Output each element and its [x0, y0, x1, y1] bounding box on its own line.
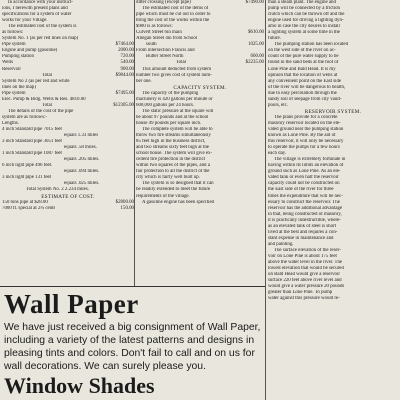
text-line: on the west side of the river on ac- [268, 48, 336, 54]
cost-row: Elec. Pump & Bldg. Wells & Res. 4810.00 [2, 96, 86, 102]
total-row: Total $9844.00 [42, 72, 134, 78]
text-line: The system is so designed that it can [142, 181, 214, 187]
text-line: it is practically indestructible, where- [268, 217, 341, 223]
text-line: vated tank or even half the reservoir [268, 175, 339, 181]
cost-row: Pipe system $7464.00 [2, 42, 134, 48]
text-line: bring the cost of the works within the [136, 18, 210, 24]
text-line: the East side of the river for three [268, 187, 334, 193]
text-line: found in the sand beds at the foot of [268, 60, 339, 66]
text-line: surface 220 feet above river level and [268, 278, 342, 284]
text-line: works for your Village. [2, 18, 48, 24]
cost-row: Pumping station 720.00 [2, 54, 134, 60]
length-sub: equals .025 miles. [64, 181, 100, 187]
text-line: and two streams sixty feet high at the [136, 145, 209, 151]
text-line: amo in case the city desires to install [268, 24, 340, 30]
text-line: future. [268, 36, 281, 42]
text-line: and painting. [268, 241, 294, 247]
text-line: masonry reservoir located on the ele- [268, 120, 341, 126]
text-line: voir on Lone Pine is about 175 feet [268, 253, 337, 259]
text-line: The surface elevation of the reser- [274, 247, 341, 253]
column-rule [265, 0, 266, 400]
length-sub: equals 1.33 miles [64, 133, 99, 139]
text-line: capacity could not be constructed on [268, 181, 340, 187]
text-line: having within its limits an elevation of [268, 163, 344, 169]
text-line: Lone Pine and Bald Head. It is my [268, 66, 336, 72]
text-line: The capacity of the pumping [142, 90, 199, 96]
text-line: cellent fire protection in the district [136, 157, 206, 163]
text-line: Lengths. [2, 120, 19, 126]
text-line: of the river will be dangerous to health, [268, 84, 346, 90]
cost-row: Allegan Street 4in from School [136, 36, 198, 42]
cost-row: south 1025.00 [146, 42, 264, 48]
text-line: system are as follows:- [2, 114, 47, 120]
text-line: school house. The system will give ex- [136, 151, 213, 157]
text-line: each day. [268, 151, 287, 157]
text-line: count of the pure water supply to be [268, 54, 339, 60]
text-line: water against this pressure would re- [268, 296, 340, 302]
cost-row: Pipe system $7495.00 [2, 90, 134, 96]
cost-row: Wells 540.00 [2, 60, 134, 66]
total-system-line: Total System No. 2 2.234 miles. [26, 187, 89, 193]
text-line: would give a water pressure 20 pounds [268, 284, 345, 290]
text-line: 600,000 gallons per 24 hours. [136, 102, 195, 108]
length-line: 3 inch Standard pipe 3051 feet [2, 139, 62, 145]
text-line: pump will be connected by a friction [268, 6, 340, 12]
ad-footer-heading: Window Shades [4, 373, 155, 399]
length-line: 3 inch light pipe 131 feet [2, 175, 52, 181]
text-line: vated ground near the pumping station [268, 126, 344, 132]
text-line: lowest elevation that would be secured [268, 266, 344, 272]
cost-row: System No. 1 (as per red lines on map) [2, 36, 79, 42]
text-line: opinion that the location of wells at [268, 72, 338, 78]
section-heading: RESERVOIR SYSTEM. [304, 108, 362, 115]
text-line: 85 feet high in the business district, [136, 139, 206, 145]
text-line: essary to construct the reservoir. The [268, 199, 340, 205]
text-line: in that, being constructed of masonry, [268, 211, 342, 217]
text-line: sandy soil of seepage from city vault- [268, 96, 342, 102]
text-line: machinery is 420 gallons per minute or [136, 96, 213, 102]
total-row: Total $2235.00 [176, 60, 264, 66]
text-line: to operate the pumps for a few hours [268, 145, 340, 151]
length-line: 6 inch light pipe 496 feet. [2, 163, 53, 169]
total-row: Total $12305.00 [42, 102, 134, 108]
cost-row: 7000 ft. special at 2¼ cents 150.00 [2, 205, 134, 211]
text-line: The static pressure at the square will [142, 108, 214, 114]
text-line: This amount deducted from system [142, 66, 211, 72]
text-line: than a steam plant. The engine and [268, 0, 336, 5]
text-line: pools, etc. [268, 102, 288, 108]
cost-row: Culvert Street 6in main $610.00 [136, 30, 264, 36]
text-line: specifications for a system of water [2, 12, 72, 18]
ad-body: We have just received a big consignment of Wall Paper, including a variety of the latest patterns and designs in pleasing tints and colors. Don't fail to call and on us for wall decorations. We can surely please you. [4, 322, 261, 373]
text-line: number two gives cost of system num- [136, 72, 212, 78]
text-line: house 49 pounds per square inch. [136, 120, 202, 126]
text-line: this reservoir, it will only be necessary [268, 139, 344, 145]
text-line: clutch which can be thrown off and the [268, 12, 345, 18]
text-line: on Bald Head would give a reservoir [268, 272, 340, 278]
length-line: 4 inch Standard pipe 7015 feet [2, 126, 62, 132]
text-line: In accordance with your instruct- [8, 0, 73, 5]
column-3 [268, 0, 398, 302]
text-line: known as Lone Pine. By the aid of [268, 133, 336, 139]
column-1 [2, 0, 134, 212]
text-line: A gasoline engine has been specified [142, 199, 215, 205]
text-line: The details of the cost of the pipe [8, 108, 74, 114]
text-line: The estimated cost of the items of [142, 6, 209, 12]
length-sub: equals .205 miles. [64, 157, 100, 163]
cost-row: Butter Street North 600.00 [146, 54, 264, 60]
text-line: a lighting system at some time in the [268, 30, 340, 36]
text-line: fair protection to all the district of the [136, 169, 210, 175]
text-line: requirements of the village. [136, 193, 190, 199]
text-line: The estimated cost of the system is [8, 24, 77, 30]
text-line: within two squares of the pipes, and a [136, 163, 210, 169]
length-sub: equals .58 miles. [64, 145, 97, 151]
column-2 [136, 0, 264, 206]
text-line: The village is extremely fortunate in [274, 157, 346, 163]
text-line: throw two fire streams simultaneously [136, 133, 211, 139]
text-line: The complete system will be able to [142, 126, 213, 132]
length-line: 1 inch Standard pipe 1087 feet [2, 151, 62, 157]
text-line: times the expenditure that will be nec- [268, 193, 343, 199]
text-line: ground such as Lone Pine. As an ele- [268, 169, 341, 175]
cost-row: 150 tons pipe at $28.00 $2800.00 [2, 199, 134, 205]
length-sub: equals .094 miles. [64, 169, 100, 175]
text-line: be readily extended to meet the future [136, 187, 211, 193]
cost-row: Engine and pump (gasoline) 2000.00 [2, 48, 134, 54]
text-line: be about 97 pounds and at the school [136, 114, 209, 120]
text-line: The plans provide for a concrete [274, 114, 338, 120]
text-line: ions, I herewith present plans and [2, 6, 68, 12]
text-line: pipe which must be cut out in order to [136, 12, 211, 18]
cost-row: ditter crossing (except pipe) $7490.00 [136, 0, 264, 5]
section-heading: ESTIMATE OF COST. [41, 193, 95, 200]
text-line: stant expense in maintenance and [268, 235, 334, 241]
text-line: $900 is as follows: [136, 24, 173, 30]
text-line: reservoir has the additional advantage [268, 205, 343, 211]
text-line: as an elevated tank of steel is short [268, 223, 337, 229]
text-line: lines on the map) [2, 84, 36, 90]
text-line: lived at the best and requires a con- [268, 229, 338, 235]
text-line: any convenient point on the East side [268, 78, 342, 84]
text-line: as follows: [2, 30, 24, 36]
text-line: System No 2 (as per red and white [2, 78, 70, 84]
text-line: The pumping station has been located [274, 42, 349, 48]
text-line: above the water level in the river. The [268, 260, 343, 266]
section-heading: CAPACITY SYSTEM. [173, 84, 227, 91]
ad-title: Wall Paper [4, 289, 139, 319]
text-line: ber one. [136, 78, 152, 84]
cost-row: From intersection Francis and [136, 48, 195, 54]
text-line: due to easy percolation through the [268, 90, 337, 96]
text-line: engine used for driving a lighting dyn- [268, 18, 344, 24]
text-line: greater than Lone Pine. To pump [268, 290, 333, 296]
text-line: city which is fairly well built up. [136, 175, 200, 181]
wall-paper-advertisement [0, 286, 265, 400]
cost-row: Reservoir 900.00 [2, 66, 134, 72]
